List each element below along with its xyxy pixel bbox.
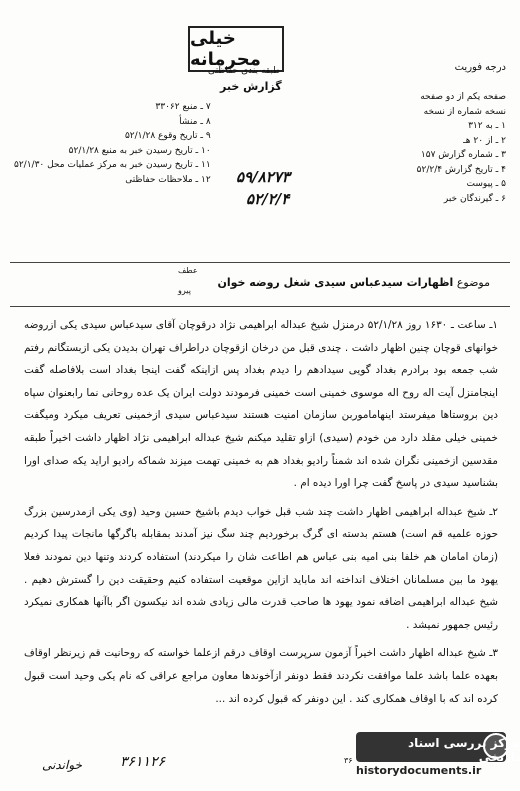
paragraph: ۳ـ شیخ عبداله اظهار داشت اخیراً آزمون سرپرست اوقاف درقم ازعلما خواسته که روحانیت قم زیرنظر اوقاف بعهده علما باشد علما موافقت نکردند فقط دونفر ازآخوندها معاون مراجع عراقی که نام یکی وحید است قبول کرده اند که با اوقاف همکاری کند . این دونفر که قبول کرده اند ...: [24, 647, 498, 705]
watermark-url: historydocuments.ir: [356, 764, 482, 777]
right-fields: [417, 90, 506, 206]
left-field: ۱۲ ـ ملاحظات حفاظتی: [125, 174, 211, 185]
right-field: ۶ ـ گیرندگان خبر: [443, 193, 506, 204]
right-field: ۱ ـ به ۳۱۲: [468, 121, 506, 131]
urgency-label: درجه فوریت: [454, 62, 506, 73]
page-footnote: ۳۶: [344, 756, 353, 765]
left-field: ۸ ـ منشأ: [179, 116, 211, 127]
right-field: ۴ ـ تاریخ گزارش ۵۲/۲/۴: [416, 164, 506, 175]
handwritten-number: ۵۹/۸۲۷۳: [236, 168, 290, 186]
subject-label: موضوع: [456, 276, 490, 289]
left-field: ۹ ـ تاریخ وقوع ۵۲/۱/۲۸: [124, 131, 211, 141]
divider: [10, 306, 510, 307]
subject-line: [217, 276, 490, 289]
signature: خواندنی: [42, 758, 82, 772]
document-title: گزارش خبر: [220, 80, 282, 93]
watermark-title: مرکز بررسی اسناد تاریخی: [408, 736, 520, 764]
right-field: ۵ ـ پیوست: [466, 179, 506, 189]
paragraph: ۲ـ شیخ عبداله ابراهیمی اظهار داشت چند شب قبل خواب دیدم باشیخ حسین وحید (وی یکی ازمدرسین بزرگ حوزه علمیه قم است) هستم بدسته ای گرگ برخوردیم چند سگ نیز آمدند بمقابله باگرگها مانجات پیدا کردیم (زمان امامان هم خلفا بنی امیه بنی عباس هم اطاعت شان را میکردند) استفاده کردند وتنها دین نمودند فعلا یهود ما بین مسلمانان اختلاف انداخته اند ماباید ازاین موقعیت استفاده کنیم وحقیقت دین را گسترش دهیم . شیخ عبداله ابراهیمی اضافه نمود یهود ها صاحب قدرت مالی زیادی شده اند نیکسون اگر باآنها همکاری نمیکرد رئیس جمهور نمیشد .: [24, 505, 498, 631]
left-field: ۷ ـ منبع ۳۳۰۶۲: [155, 102, 211, 112]
stamp-subtitle: طبقه بندی حفاظتی: [208, 66, 281, 76]
left-field: ۱۱ ـ تاریخ رسیدن خبر به مرکز عملیات محل ۵۲/۱/۳۰: [14, 160, 211, 170]
subject-text: اظهارات سیدعباس سیدی شغل روضه خوان: [217, 276, 454, 289]
left-fields: [14, 100, 211, 187]
paragraph: ۱ـ ساعت ـ ۱۶۳۰ روز ۵۲/۱/۲۸ درمنزل شیخ عبداله ابراهیمی نژاد درقوچان آقای سیدعباس سیدی یکی ازروضه خوانهای قوچان چنین اظهار داشت . چندی قبل من درخان ازقوچان دراطراف تهران بدیدن یکی ازبستگانم رفتم شب جمعه بود برادرم بغداد گویی سیدادهم را دیدم بغداد پس ازاینکه گفت اینجا بغداد است بلافاصله گفت اینجامنزل آیت اله روح اله موسوی خمینی است خمینی فرمودند دولت ایران یک عده روحانی نما رابعنوان سپاه دین بروستاها میفرستد اینهاماموربن سازمان امنیت هستند سیدعباس سیدی ازخمینی تعریف میکرد ومیگفت خمینی خیلی مقلد دارد من خودم (سیدی) ازاو تقلید میکنم شیخ عبداله ابراهیمی نژاد اظهار داشت اخیراً طبقه مقدسین ازخمینی نگران شده اند شمناً رادیو بغداد هم به خمینی تهمت میزند شماکه رادیو اراید یکه صدای اورا بشناسید سیدی در پاسخ گفت چرا اورا دیده ام .: [24, 319, 498, 490]
archive-number: ۳۶۱۱۲۶: [120, 754, 166, 770]
ref-label: عطف: [178, 266, 198, 275]
right-field: نسخه شماره از نسخه: [423, 106, 506, 117]
right-field: ۳ ـ شماره گزارش ۱۵۷: [420, 150, 506, 160]
handwritten-date: ۵۲/۲/۴: [246, 190, 290, 208]
stamp-text: خیلی محرمانه: [190, 28, 261, 70]
right-field: صفحه یکم از دو صفحه: [420, 92, 506, 102]
right-field: ۲ ـ از ۲۰ هـ: [463, 135, 506, 146]
report-body: [24, 314, 498, 710]
divider: [10, 262, 510, 263]
left-field: ۱۰ ـ تاریخ رسیدن خبر به منبع ۵۲/۱/۲۸: [68, 145, 211, 156]
followup-label: پیرو: [178, 286, 191, 295]
